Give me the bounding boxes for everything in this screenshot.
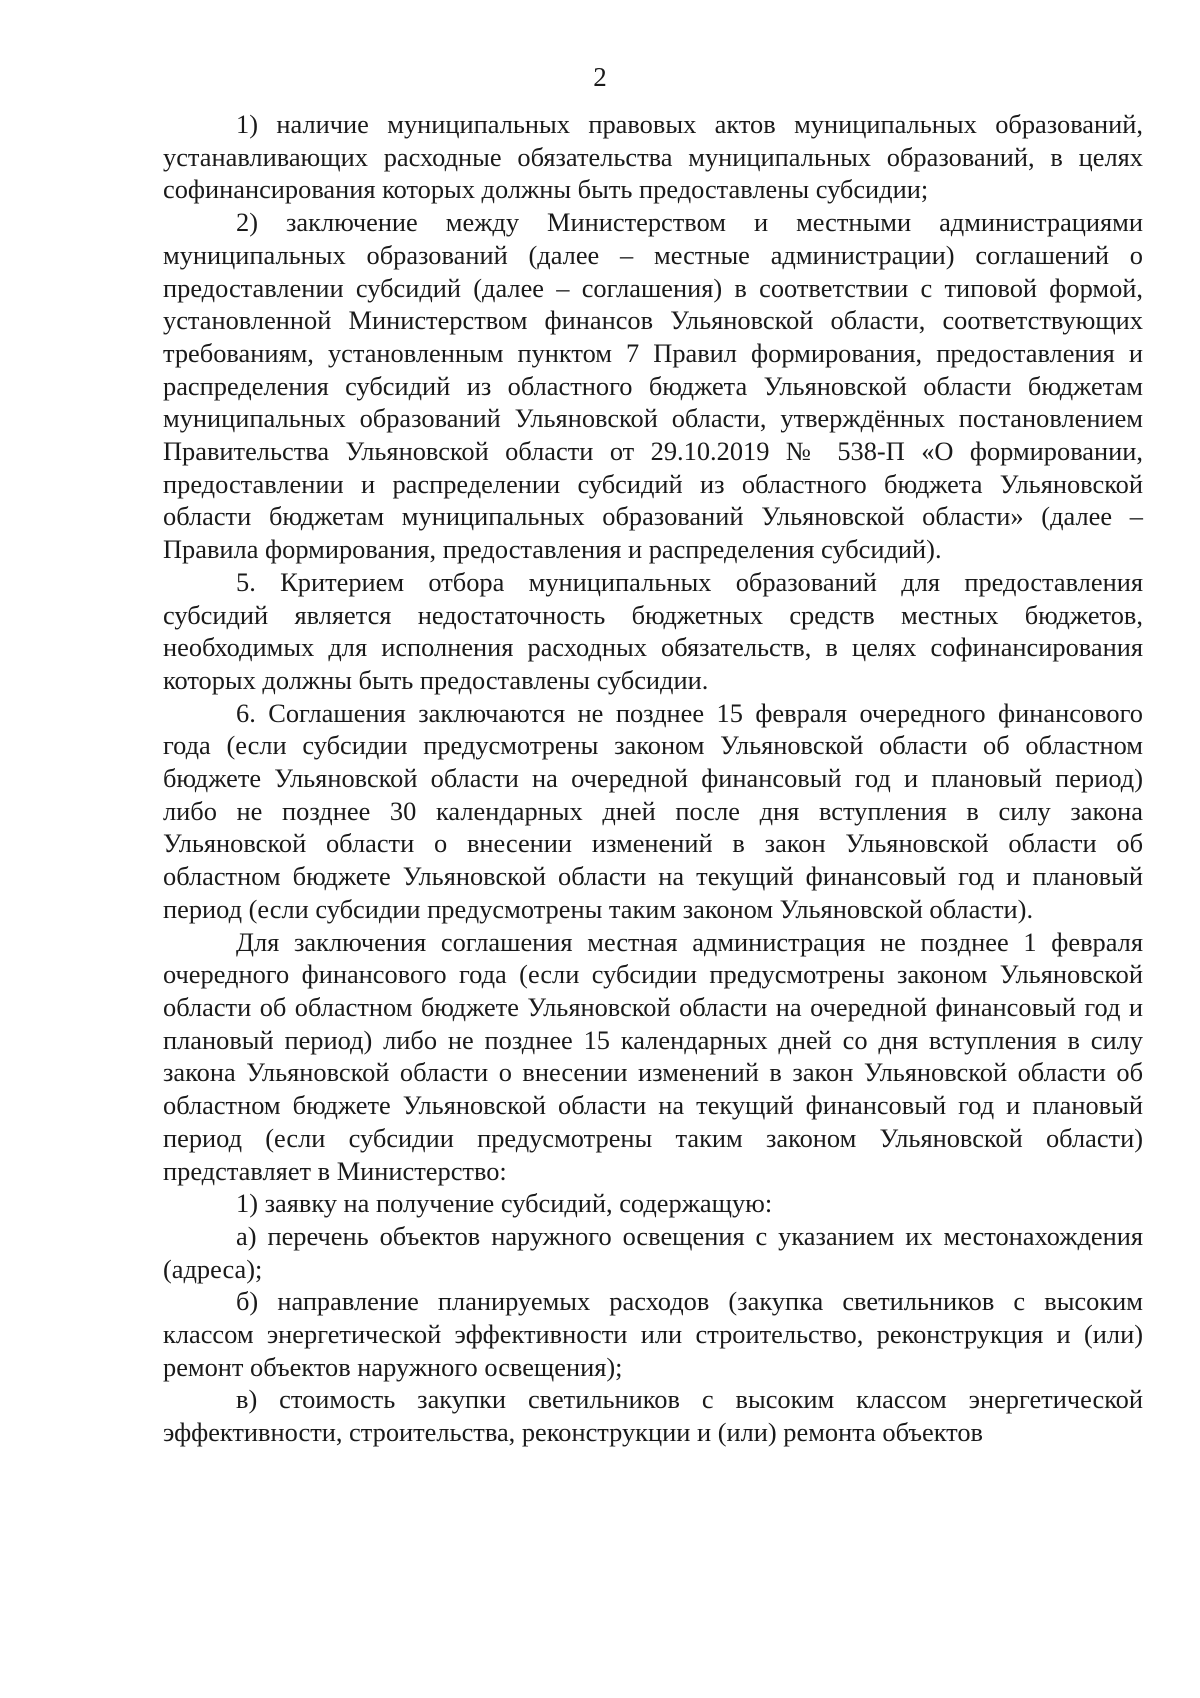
paragraph-condition-2: 2) заключение между Министерством и местными администрациями муниципальных образований (далее – местные администрации) соглашений о предоставлении субсидий (далее – соглашения) в соответствии с типовой формой, установленной Министерством финансов Ульяновской области, соответствующих требованиям, установленным пунктом 7 Правил формирования, предоставления и распределения субсидий из областного бюджета Ульяновской области бюджетам муниципальных образований Ульяновской области, утверждённых постановлением Правительства Ульяновской области от 29.10.2019 № 538-П «О формировании, предоставлении и распределении субсидий из областного бюджета Ульяновской области бюджетам муниципальных образований Ульяновской области» (далее – Правила формирования, предоставления и распределения субсидий). bbox=[163, 207, 1143, 565]
paragraph-item-a: а) перечень объектов наружного освещения с указанием их местонахождения (адреса); bbox=[163, 1220, 1143, 1284]
paragraph-item-b: б) направление планируемых расходов (закупка светильников с высоким классом энергетической эффективности или строительство, реконструкция и (или) ремонт объектов наружного освещения); bbox=[163, 1286, 1143, 1382]
paragraph-section-6: 6. Соглашения заключаются не позднее 15 февраля очередного финансового года (если субсидии предусмотрены законом Ульяновской области об областном бюджете Ульяновской области на очередной финансовый год и плановый период) либо не позднее 30 календарных дней после дня вступления в силу закона Ульяновской области о внесении изменений в закон Ульяновской области об областном бюджете Ульяновской области на текущий финансовый год и плановый период (если субсидии предусмотрены таким законом Ульяновской области). bbox=[163, 697, 1143, 924]
paragraph-application: 1) заявку на получение субсидий, содержащую: bbox=[236, 1188, 773, 1219]
paragraph-condition-1: 1) наличие муниципальных правовых актов муниципальных образований, устанавливающих расходные обязательства муниципальных образований, в целях софинансирования которых должны быть предоставлены субсидии; bbox=[163, 109, 1143, 205]
page-number: 2 bbox=[593, 62, 607, 92]
paragraph-section-5: 5. Критерием отбора муниципальных образований для предоставления субсидий является недостаточность бюджетных средств местных бюджетов, необходимых для исполнения расходных обязательств, в целях софинансирования которых должны быть предоставлены субсидии. bbox=[163, 566, 1143, 695]
paragraph-item-c: в) стоимость закупки светильников с высоким классом энергетической эффективности, строительства, реконструкции и (или) ремонта объектов bbox=[163, 1384, 1143, 1448]
document-body bbox=[163, 108, 1143, 1449]
paragraph-agreement-procedure: Для заключения соглашения местная администрация не позднее 1 февраля очередного финансового года (если субсидии предусмотрены законом Ульяновской области об областном бюджете Ульяновской области на очередной финансовый год и плановый период) либо не позднее 15 календарных дней со дня вступления в силу закона Ульяновской области о внесении изменений в закон Ульяновской области об областном бюджете Ульяновской области на текущий финансовый год и плановый период (если субсидии предусмотрены таким законом Ульяновской области) представляет в Министерство: bbox=[163, 926, 1143, 1186]
